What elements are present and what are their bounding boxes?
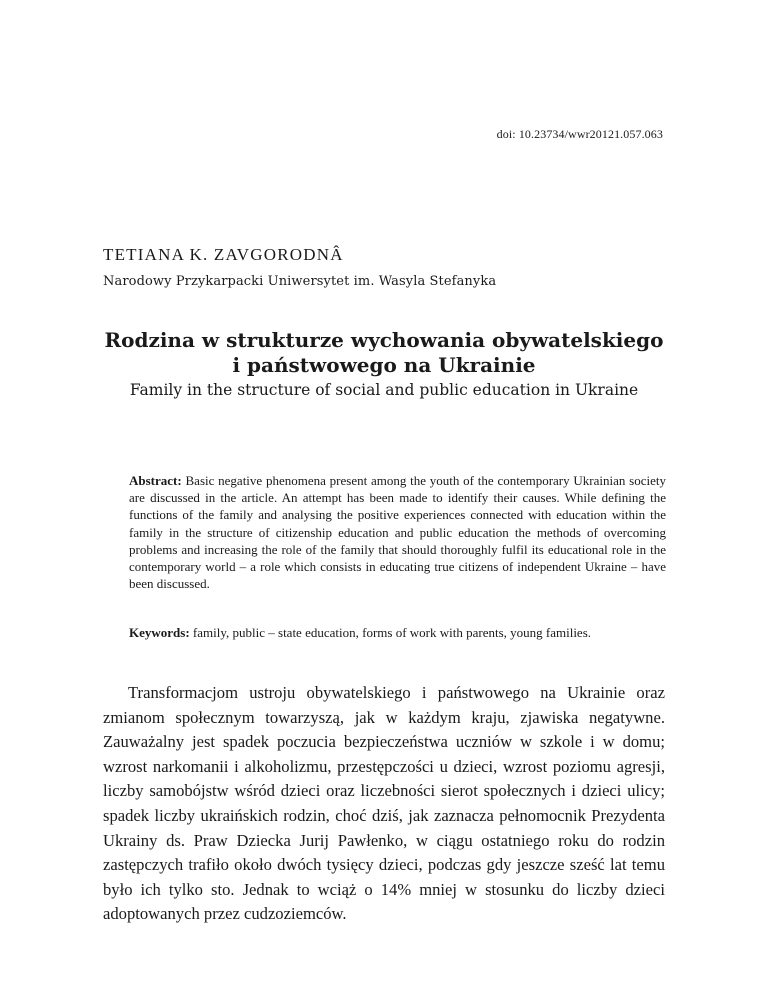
keywords-label: Keywords: <box>129 625 190 640</box>
body-paragraph <box>103 681 665 927</box>
article-title <box>103 328 665 378</box>
author-name: TETIANA K. ZAVGORODNÂ <box>103 245 344 264</box>
abstract-text: Basic negative phenomena present among the youth of the contemporary Ukrainian society are discussed in the article. An attempt has been made to identify their causes. While defining the functions of the family and analysing the positive experiences connected with education within the family in the structure of citizenship education and public education the methods of overcoming problems and increasing the role of the family that should thoroughly fulfil its educational role in the contemporary world – a role which consists in educating true citizens of independent Ukraine – have been discussed. <box>129 473 666 592</box>
author-affiliation: Narodowy Przykarpacki Uniwersytet im. Wasyla Stefanyka <box>103 274 497 289</box>
article-title-english: Family in the structure of social and public education in Ukraine <box>129 381 639 399</box>
doi-line: doi: 10.23734/wwr20121.057.063 <box>496 127 663 141</box>
title-line-2: i państwowego na Ukrainie <box>232 353 536 377</box>
keywords <box>129 624 674 641</box>
body-paragraph-text: Transformacjom ustroju obywatelskiego i państwowego na Ukrainie oraz zmianom społecznym towarzyszą, jak w każdym kraju, zjawiska negatywne. Zauważalny jest spadek poczucia bezpieczeństwa uczniów w szkole i w domu; wzrost narkomanii i alkoholizmu, przestępczości u dzieci, wzrost poziomu agresji, liczby samobójstw wśród dzieci oraz liczebności sierot społecznych i dzieci ulicy; spadek liczby ukraińskich rodzin, choć dziś, jak zaznacza pełnomocnik Prezydenta Ukrainy ds. Praw Dziecka Jurij Pawłenko, w ciągu ostatniego roku do rodzin zastępczych trafiło około dwóch tysięcy dzieci, podczas gdy jeszcze sześć lat temu było ich tylko sto. Jednak to wciąż o 14% mniej w stosunku do liczby dzieci adoptowanych przez cudzoziemców. <box>103 683 665 924</box>
abstract-label: Abstract: <box>129 473 182 488</box>
keywords-text: family, public – state education, forms of work with parents, young families. <box>192 625 592 640</box>
title-line-1: Rodzina w strukturze wychowania obywatelskiego <box>104 328 664 352</box>
abstract <box>129 472 666 592</box>
